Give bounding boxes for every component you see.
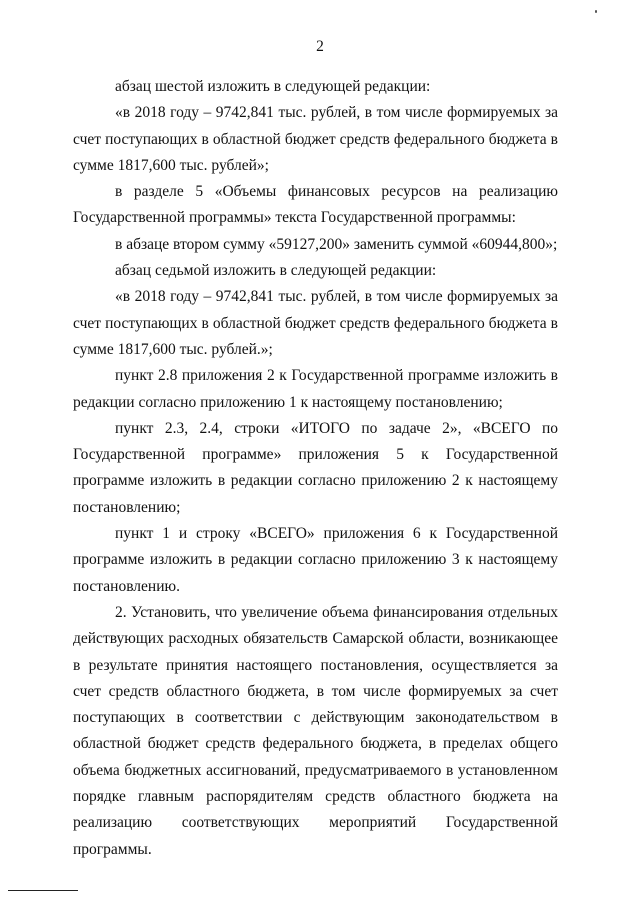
- paragraph-6: «в 2018 году – 9742,841 тыс. рублей, в том числе формируемых за счет поступающих в областной бюджет средств федерального бюджета в сумме 1817,600 тыс. рублей.»;: [73, 288, 558, 358]
- paragraph-7: пункт 2.8 приложения 2 к Государственной программе изложить в редакции согласно приложению 1 к настоящему постановлению;: [73, 367, 558, 411]
- paragraph-10: 2. Установить, что увеличение объема финансирования отдельных действующих расходных обязательств Самарской области, возникающее в результате принятия настоящего постановления, осуществляется за счет средств областного бюджета, в том числе формируемых за счет поступающих в соответствии с действующим законодательством в областной бюджет средств федерального бюджета, в пределах общего объема бюджетных ассигнований, предусматриваемого в установленном порядке главным распорядителям средств областного бюджета на реализацию соответствующих мероприятий Государственной программы.: [73, 603, 558, 858]
- paragraph-9: пункт 1 и строку «ВСЕГО» приложения 6 к Государственной программе изложить в редакции согласно приложению 3 к настоящему постановлению.: [73, 525, 558, 595]
- document-body: [73, 74, 558, 863]
- paragraph-2: «в 2018 году – 9742,841 тыс. рублей, в том числе формируемых за счет поступающих в областной бюджет средств федерального бюджета в сумме 1817,600 тыс. рублей»;: [73, 104, 558, 174]
- scan-speck: [595, 10, 597, 13]
- footer-rule: [8, 890, 78, 891]
- paragraph-1: абзац шестой изложить в следующей редакции:: [115, 78, 431, 95]
- page-number: 2: [316, 38, 324, 55]
- paragraph-4: в абзаце втором сумму «59127,200» заменить суммой «60944,800»;: [115, 235, 558, 253]
- paragraph-5: абзац седьмой изложить в следующей редакции:: [115, 262, 437, 280]
- paragraph-8: пункт 2.3, 2.4, строки «ИТОГО по задаче 2», «ВСЕГО по Государственной программе» приложения 5 к Государственной программе изложить в редакции согласно приложению 2 к настоящему постановлению;: [73, 419, 558, 516]
- paragraph-3: в разделе 5 «Объемы финансовых ресурсов на реализацию Государственной программы» текста Государственной программы:: [73, 183, 558, 227]
